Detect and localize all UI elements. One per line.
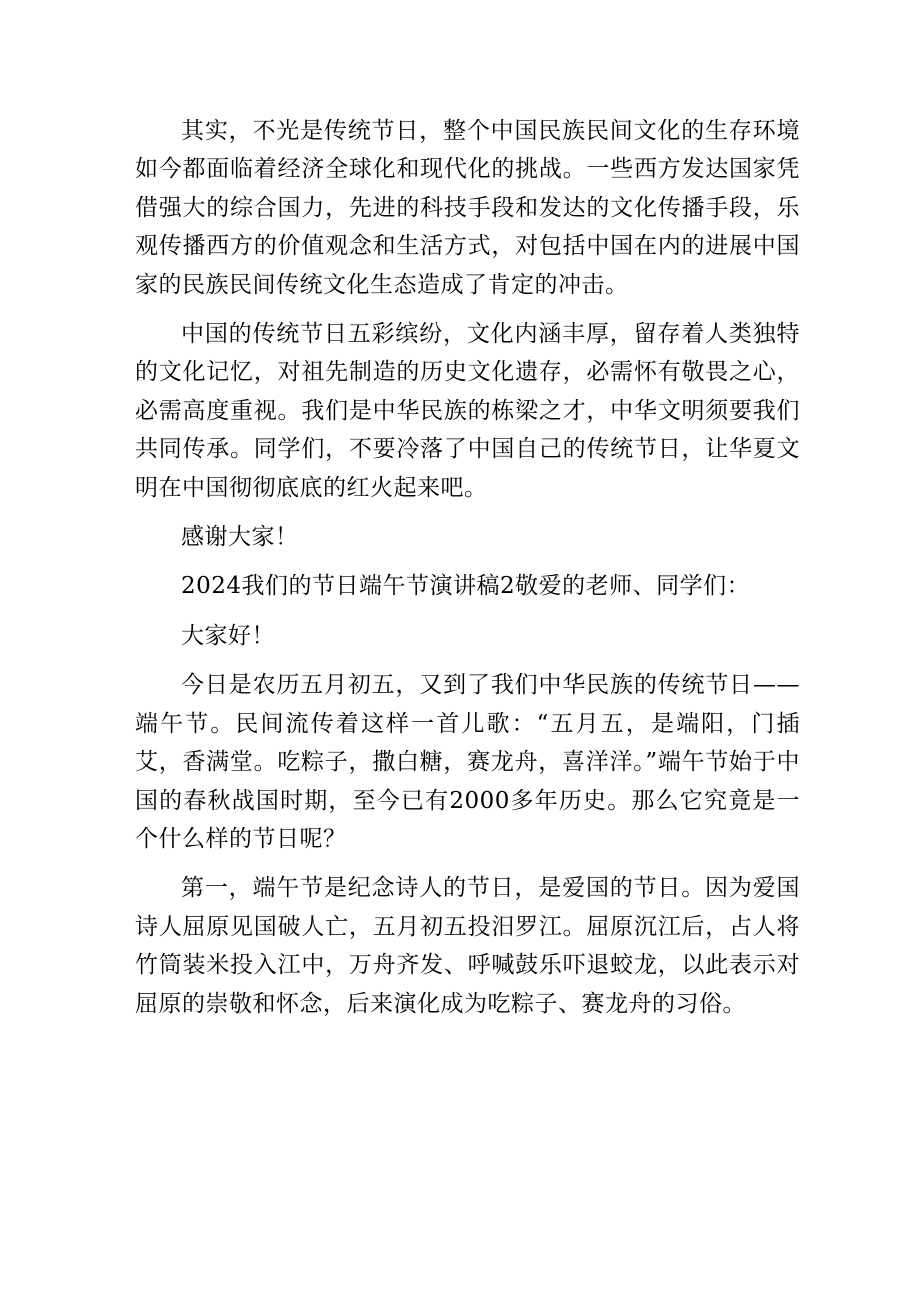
paragraph-traditional-festivals: 中国的传统节日五彩缤纷，文化内涵丰厚，留存着人类独特的文化记忆，对祖先制造的历史文化遗存，必需怀有敬畏之心，必需高度重视。我们是中华民族的栋梁之才，中华文明须要我们共同传承。同学们，不要冷落了中国自己的传统节日，让华夏文明在中国彻彻底底的红火起来吧。 — [135, 321, 800, 501]
paragraph-traditional-culture-challenge: 其实，不光是传统节日，整个中国民族民间文化的生存环境如今都面临着经济全球化和现代化的挑战。一些西方发达国家凭借强大的综合国力，先进的科技手段和发达的文化传播手段，乐观传播西方的价值观念和生活方式，对包括中国在内的进展中国家的民族民间传统文化生态造成了肯定的冲击。 — [135, 118, 800, 298]
paragraph-first-point: 第一，端午节是纪念诗人的节日，是爱国的节日。因为爱国诗人屈原见国破人亡，五月初五投汨罗江。屈原沉江后，占人将竹筒装米投入江中，万舟齐发、呼喊鼓乐吓退蛟龙，以此表示对屈原的崇敬和怀念，后来演化成为吃粽子、赛龙舟的习俗。 — [135, 875, 800, 1017]
paragraph-greeting: 大家好！ — [181, 622, 275, 649]
paragraph-speech-title: 2024我们的节日端午节演讲稿2敬爱的老师、同学们： — [181, 573, 751, 600]
document-page — [135, 112, 800, 1023]
paragraph-dragon-boat-intro: 今日是农历五月初五，又到了我们中华民族的传统节日——端午节。民间流传着这样一首儿歌：“五月五，是端阳，门插艾，香满堂。吃粽子，撒白糖，赛龙舟，喜洋洋。”端午节始于中国的春秋战国时期，至今已有2000多年历史。那么它究竟是一个什么样的节日呢？ — [135, 672, 800, 852]
paragraph-thanks: 感谢大家！ — [181, 524, 299, 551]
